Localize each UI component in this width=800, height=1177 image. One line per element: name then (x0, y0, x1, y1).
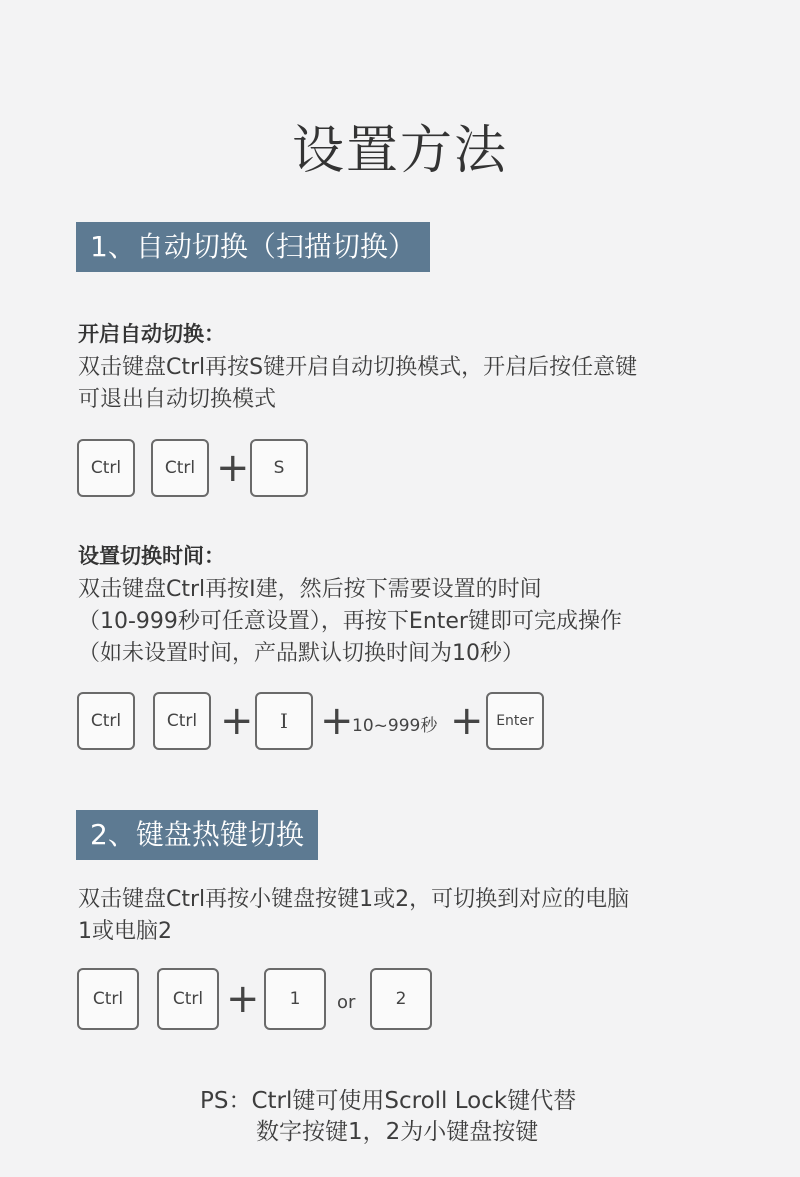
page-title: 设置方法 (291, 121, 508, 181)
key-ctrl: Ctrl (77, 439, 135, 497)
key-ctrl: Ctrl (77, 968, 139, 1030)
section-2-header: 2、键盘热键切换 (76, 810, 318, 860)
set-time-line-3: （如未设置时间，产品默认切换时间为10秒） (78, 641, 524, 666)
key-1: 1 (264, 968, 326, 1030)
auto-switch-label: 开启自动切换： (78, 322, 225, 346)
key-ctrl: Ctrl (151, 439, 209, 497)
key-enter: Enter (486, 692, 544, 750)
set-time-line-2: （10-999秒可任意设置），再按下Enter键即可完成操作 (78, 609, 622, 634)
ps-note-line-2: 数字按键1，2为小键盘按键 (256, 1119, 539, 1145)
auto-switch-line-2: 可退出自动切换模式 (78, 387, 277, 412)
set-time-line-1: 双击键盘Ctrl再按Ⅰ建，然后按下需要设置的时间 (78, 577, 542, 602)
plus-sign: + (450, 698, 484, 744)
hotkey-line-1: 双击键盘Ctrl再按小键盘按键1或2，可切换到对应的电脑 (78, 887, 630, 912)
ps-note-line-1: PS：Ctrl键可使用Scroll Lock键代替 (200, 1088, 577, 1114)
key-ctrl: Ctrl (153, 692, 211, 750)
section-1-header: 1、自动切换（扫描切换） (76, 222, 430, 272)
key-i: I (255, 692, 313, 750)
time-range-text: 10~999秒 (352, 716, 438, 736)
key-ctrl: Ctrl (77, 692, 135, 750)
set-time-label: 设置切换时间： (78, 544, 225, 568)
hotkey-line-2: 1或电脑2 (78, 919, 172, 944)
auto-switch-line-1: 双击键盘Ctrl再按S键开启自动切换模式，开启后按任意键 (78, 355, 638, 380)
or-text: or (337, 992, 356, 1013)
key-ctrl: Ctrl (157, 968, 219, 1030)
key-s: S (250, 439, 308, 497)
key-2: 2 (370, 968, 432, 1030)
plus-sign: + (226, 976, 260, 1022)
plus-sign: + (320, 698, 354, 744)
plus-sign: + (220, 698, 254, 744)
plus-sign: + (216, 445, 250, 491)
